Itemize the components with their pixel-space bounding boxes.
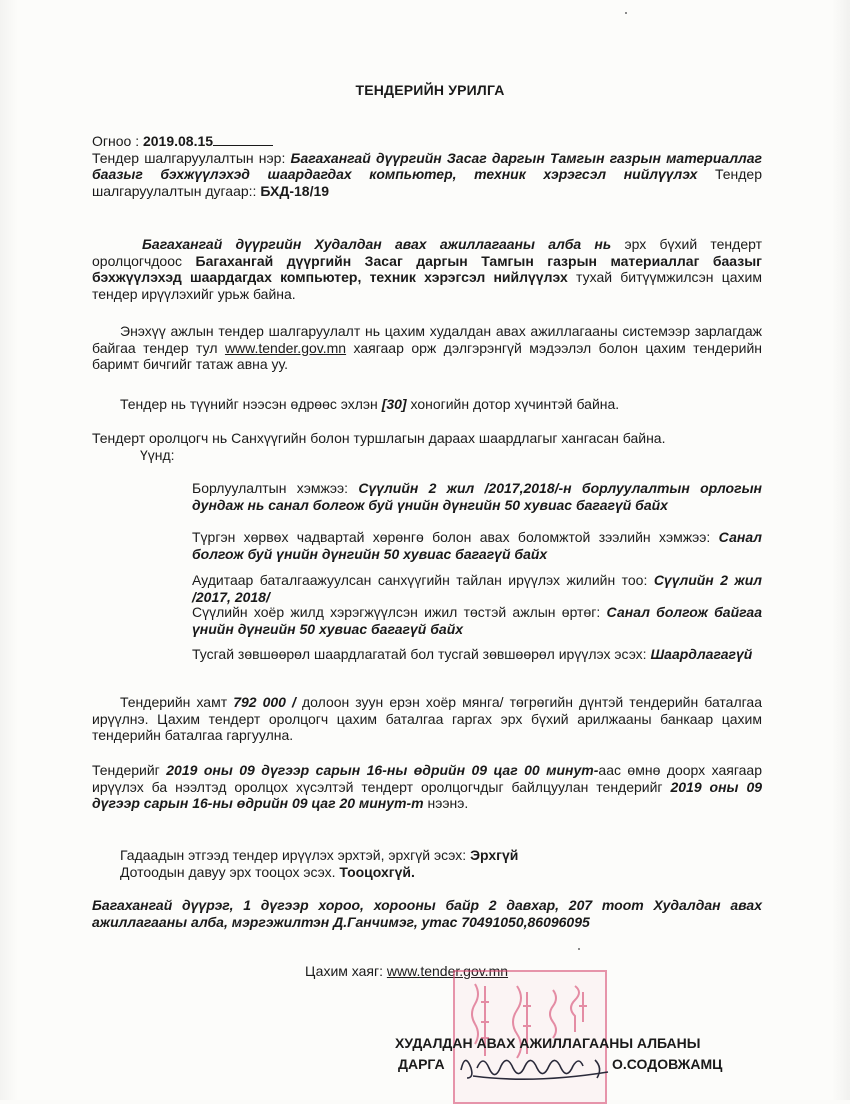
scan-speck [625,12,627,14]
guarantee-text-1: Тендерийн хамт [120,694,228,710]
signatory-name: О.СОДОВЖАМЦ [612,1056,723,1072]
requirement-item [192,480,762,513]
handwritten-signature-icon [455,1040,615,1090]
requirement-value: Сүүлийн 2 жил /2017, 2018/ [192,572,762,605]
requirement-item [192,646,762,663]
requirement-item [192,529,762,562]
requirement-label: Аудитаар баталгаажуулсан санхүүгийн тайлан ирүүлэх жилийн тоо: [192,572,648,588]
preference-value: Тооцохгүй. [339,863,415,880]
contact-address: Багахангай дүүрэг, 1 дүгээр хороо, хорооны байр 2 давхар, 207 тоот Худалдан авах ажиллагааны алба, мэргэжилтэн Д.Ганчимэг, утас 70491050,86096095 [92,897,762,930]
deadline-text-1: Тендерийг [92,762,160,778]
procurement-office: Багахангай дүүргийн Худалдан авах ажиллагааны алба нь [142,236,612,252]
validity-paragraph [92,396,762,413]
foreign-value: Эрхгүй [470,847,519,863]
date-label: Огноо : [92,133,140,149]
deadline-text-2: аас өмнө доорх хаягаар ирүүлэх ба нээлтэд оролцох хүсэлтэй тендерт оролцогчдыг байлцуулан тендерийг [92,762,763,795]
tender-name-line [92,150,762,200]
validity-days: [30] [381,396,407,412]
submission-deadline: 2019 оны 09 дүгээр сарын 16-ны өдрийн 09 цаг 00 минут- [166,762,599,778]
invitation-text-1: эрх бүхий тендерт оролцогчдоос [92,236,763,269]
guarantee-paragraph [92,694,762,744]
tender-header [92,133,762,199]
date-value: 2019.08.15 [142,133,214,149]
invitation-subject: Багахангай дүүргийн Засаг даргын Тамгын газрын материаллаг баазыг бэхжүүлэхэд шаардагдах компьютер, техник хэрэгсэл нийлүүлэх [92,252,763,285]
validity-text-2: хоногийн дотор хүчинтэй байна. [410,396,620,412]
requirement-label: Тусгай зөвшөөрөл шаардлагатай бол тусгай зөвшөөрөл ирүүлэх эсэх: [192,646,647,662]
invitation-paragraph [92,236,762,302]
tender-name-label: Тендер шалгаруулалтын нэр: [92,149,286,166]
requirements-lead: Үүнд: [140,446,175,463]
document-title: ТЕНДЕРИЙН УРИЛГА [355,82,505,98]
domestic-preference [120,864,762,881]
system-text-2: хаягаар орж дэлгэрэнгүй мэдээлэл болон цахим тендерийн баримт бичгийг татаж авна уу. [92,339,763,372]
requirement-item [192,572,762,605]
guarantee-amount: 792 000 / [233,694,296,710]
requirements-intro [92,430,762,463]
eligibility-paragraph [92,847,762,880]
tender-name-value: Багахангай дүүргийн Засаг даргын Тамгын газрын материаллаг баазыг бэхжүүлэхэд шаардагдах компьютер, техник хэрэгсэл нийлүүлэх [92,149,763,182]
system-text-1: Энэхүү ажлын тендер шалгаруулалт нь цахим худалдан авах ажиллагааны системээр зарлагдаж байгаа тендер тул [92,323,762,356]
validity-text-1: Тендер нь түүнийг нээсэн өдрөөс эхлэн [120,396,378,412]
web-url-link[interactable]: www.tender.gov.mn [386,963,509,979]
requirement-value: Сүүлийн 2 жил /2017,2018/-н борлуулалтын орлогын дундаж нь санал болгож буй үнийн дүнгийн 50 хувиас багагүй байх [192,480,762,513]
deadline-paragraph [92,762,762,812]
invitation-text-2: тухай битүүмжилсэн цахим тендер ирүүлэхийг урьж байна. [92,269,763,302]
requirement-label: Борлуулалтын хэмжээ: [192,480,349,496]
tender-number-value: БХД-18/19 [260,182,330,199]
tender-number-label: Тендер шалгаруулалтын дугаар:: [92,166,762,199]
preference-label: Дотоодын давуу эрх тооцох эсэх. [120,863,336,880]
system-paragraph [92,323,762,373]
signatory-role: ДАРГА [398,1056,445,1072]
requirement-item [192,604,762,637]
scan-speck [578,948,580,950]
requirement-value: Шаардлагагүй [650,646,753,662]
date-line [92,133,762,150]
web-label: Цахим хаяг: [305,963,383,979]
requirement-value: Санал болгож буй үнийн дүнгийн 50 хувиас багагүй байх [192,529,763,562]
foreign-eligibility [120,847,762,864]
signatory-title: ХУДАЛДАН АВАХ АЖИЛЛАГААНЫ АЛБАНЫ [395,1035,701,1051]
requirement-label: Сүүлийн хоёр жилд хэрэгжүүлсэн ижил төстэй ажлын өртөг: [192,604,601,620]
guarantee-text-2: долоон зуун ерэн хоёр мянга/ төгрөгийн дүнтэй тендерийн баталгаа ирүүлнэ. Цахим тендерт оролцогч цахим баталгаа гаргах эрх бүхий арилжааны банкаар цахим тендерийн баталгаа гаргуулна. [92,694,763,743]
deadline-text-3: нээнэ. [427,795,469,811]
opening-time: 2019 оны 09 дүгээр сарын 16-ны өдрийн 09 цаг 20 минут-т [92,778,763,811]
tender-website-link[interactable]: www.tender.gov.mn [224,339,347,356]
foreign-label: Гадаадын этгээд тендер ирүүлэх эрхтэй, эрхгүй эсэх: [120,847,467,863]
requirement-label: Түргэн хөрвөх чадвартай хөрөнгө болон авах боломжтой зээлийн хэмжээ: [192,529,711,545]
requirements-intro-text: Тендерт оролцогч нь Санхүүгийн болон туршлагын дараах шаардлагыг хангасан байна. [92,430,666,446]
date-underline [213,133,273,146]
requirement-value: Санал болгож байгаа үнийн дүнгийн 50 хувиас багагүй байх [192,604,763,637]
